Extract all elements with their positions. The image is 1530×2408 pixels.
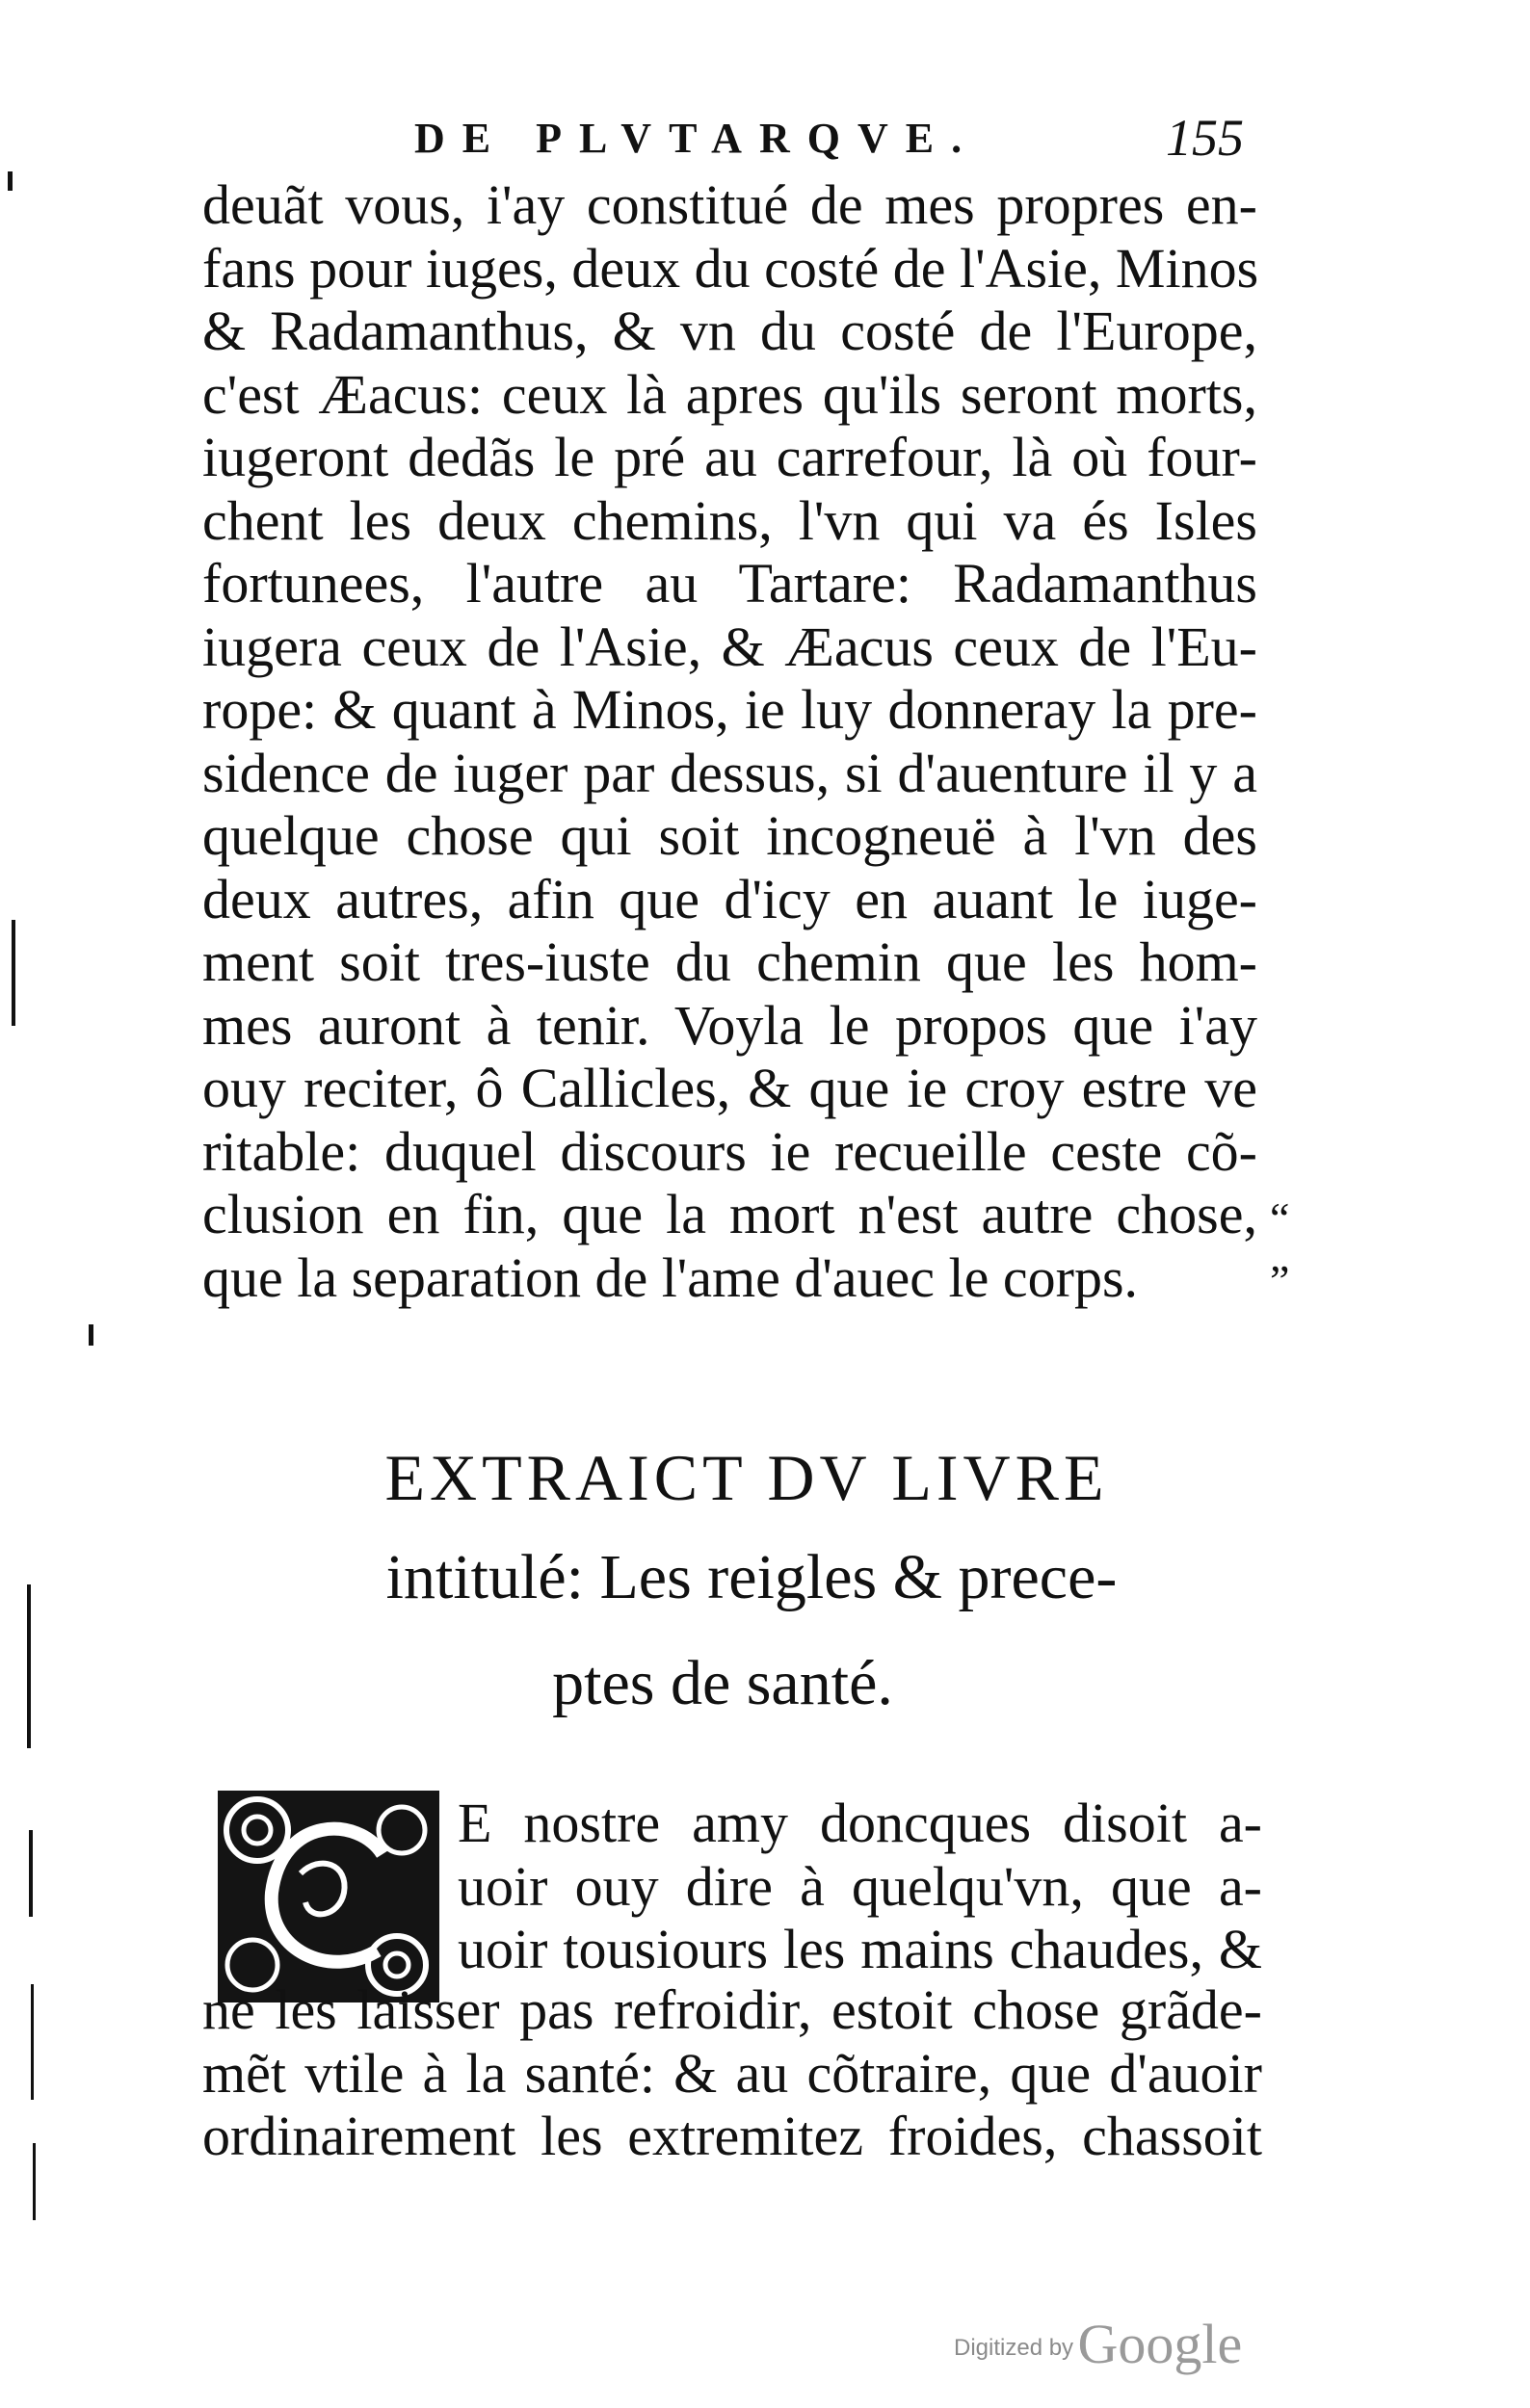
drop-cap-ornament-icon [214, 1787, 443, 2006]
ornamental-drop-cap [214, 1787, 443, 2006]
text-line: fortunees, l'autre au Tartare: Radamanthus [202, 552, 1257, 615]
text-line: clusion en fin, que la mort n'est autre chose, [202, 1183, 1257, 1245]
text-line: ritable: duquel discours ie recueille ceste cõ- [202, 1119, 1257, 1183]
scan-artifact [12, 920, 15, 1026]
text-line: E nostre amy doncques disoit a- [458, 1792, 1262, 1854]
text-line: ne les laisser pas refroidir, estoit chose grãde- [202, 1978, 1262, 2041]
text-line: ordinairement les extremitez froides, chassoit [202, 2105, 1262, 2167]
text-line: rope: & quant à Minos, ie luy donneray la pre- [202, 678, 1257, 741]
text-line: uoir tousiours les mains chaudes, & [458, 1918, 1262, 1980]
text-line: fans pour iuges, deux du costé de l'Asie, Minos [202, 236, 1259, 300]
section-subheading-continued: ptes de santé. [552, 1648, 893, 1718]
paragraph-2-indented [458, 1792, 1262, 1981]
text-line: iugeront dedãs le pré au carrefour, là où four- [202, 426, 1257, 488]
text-line: & Radamanthus, & vn du costé de l'Europe, [202, 300, 1257, 362]
paragraph-2-full [202, 1978, 1262, 2168]
text-line: quelque chose qui soit incogneuë à l'vn des [202, 804, 1257, 867]
running-head: DE PLVTARQVE. [414, 115, 980, 162]
open-quote-mark: “ [1270, 1193, 1290, 1243]
scan-artifact [89, 1324, 93, 1346]
text-line: sidence de iuger par dessus, si d'auenture il y a [202, 741, 1257, 804]
text-line: ment soit tres-iuste du chemin que les hom- [202, 930, 1257, 993]
text-line: deux autres, afin que d'icy en auant le iuge- [202, 867, 1257, 930]
scan-artifact [31, 1984, 34, 2100]
scan-artifact [8, 171, 13, 191]
page-number: 155 [1166, 109, 1244, 167]
scan-artifact [27, 1584, 31, 1748]
scan-artifact [33, 2143, 36, 2220]
scan-artifact [29, 1830, 33, 1917]
text-line: ouy reciter, ô Callicles, & que ie croy estre ve [202, 1057, 1257, 1119]
section-subheading: intitulé: Les reigles & prece- [385, 1542, 1118, 1612]
section-heading: EXTRAICT DV LIVRE [384, 1441, 1109, 1514]
text-line: mẽt vtile à la santé: & au cõtraire, que d'auoir [202, 2041, 1262, 2105]
watermark-prefix: Digitized by [954, 2335, 1074, 2361]
google-logo: Google [1077, 2313, 1243, 2375]
paragraph-1 [202, 173, 1257, 1309]
text-line: chent les deux chemins, l'vn qui va és Isles [202, 488, 1257, 552]
text-line: uoir ouy dire à quelqu'vn, que a- [458, 1854, 1262, 1918]
text-line: mes auront à tenir. Voyla le propos que i'ay [202, 993, 1257, 1057]
text-line: iugera ceux de l'Asie, & Æacus ceux de l'Eu- [202, 615, 1257, 678]
text-line: c'est Æacus: ceux là apres qu'ils seront morts, [202, 362, 1257, 426]
text-line: que la separation de l'ame d'auec le corps. [202, 1245, 1139, 1309]
digitized-by-google-watermark [954, 2312, 1242, 2376]
text-line: deuãt vous, i'ay constitué de mes propres en- [202, 173, 1257, 236]
close-quote-mark: ” [1270, 1256, 1290, 1305]
marginal-quote-marks [1270, 1187, 1289, 1312]
